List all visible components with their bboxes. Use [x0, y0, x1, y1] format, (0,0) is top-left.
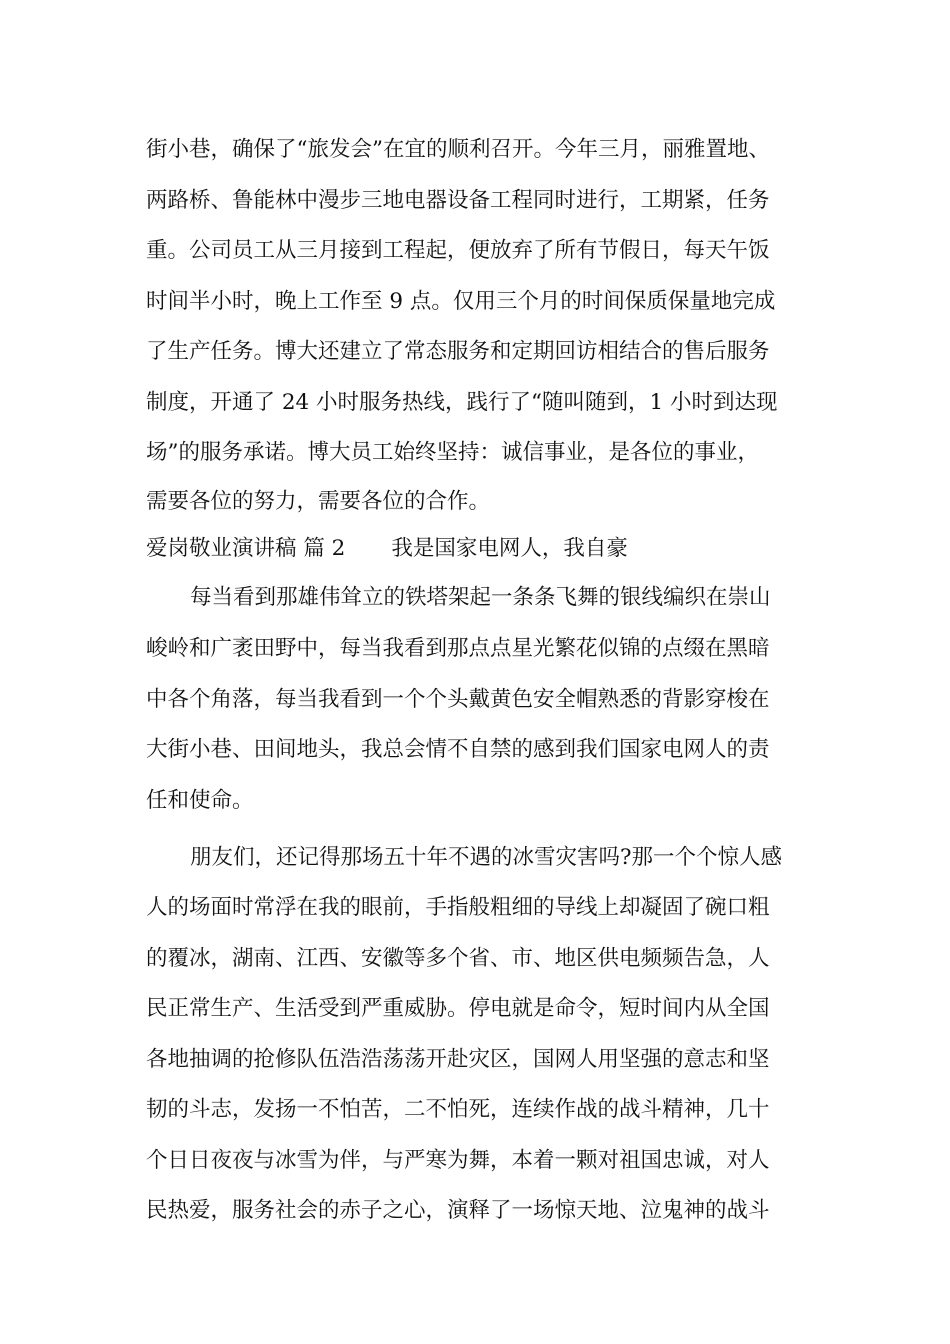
paragraph-1-line: 需要各位的努力，需要各位的合作。 [146, 489, 491, 514]
paragraph-3-line: 民热爱，服务社会的赤子之心，演释了一场惊天地、泣鬼神的战斗 [146, 1198, 770, 1223]
paragraph-2-line: 大街小巷、田间地头，我总会情不自禁的感到我们国家电网人的责 [146, 737, 770, 762]
paragraph-3-line: 个日日夜夜与冰雪为伴，与严寒为舞，本着一颗对祖国忠诚，对人 [146, 1148, 770, 1173]
section-heading [146, 534, 628, 564]
paragraph-2-line: 峻岭和广袤田野中，每当我看到那点点星光繁花似锦的点缀在黑暗 [146, 636, 770, 661]
paragraph-1-line: 重。公司员工从三月接到工程起，便放弃了所有节假日，每天午饭 [146, 238, 770, 263]
paragraph-1-line: 场”的服务承诺。博大员工始终坚持：诚信事业，是各位的事业， [146, 440, 759, 465]
paragraph-1-line: 两路桥、鲁能林中漫步三地电器设备工程同时进行，工期紧，任务 [146, 188, 770, 213]
paragraph-3-line: 朋友们，还记得那场五十年不遇的冰雪灾害吗?那一个个惊人感 [190, 845, 783, 870]
paragraph-3-line: 各地抽调的抢修队伍浩浩荡荡开赴灾区，国网人用坚强的意志和坚 [146, 1047, 770, 1072]
paragraph-2-line: 每当看到那雄伟耸立的铁塔架起一条条飞舞的银线编织在崇山 [190, 585, 771, 610]
paragraph-1-line: 了生产任务。博大还建立了常态服务和定期回访相结合的售后服务 [146, 339, 770, 364]
paragraph-1-line: 时间半小时，晚上工作至 9 点。仅用三个月的时间保质保量地完成 [146, 289, 776, 314]
paragraph-3-line: 人的场面时常浮在我的眼前，手指般粗细的导线上却凝固了碗口粗 [146, 895, 770, 920]
paragraph-1-line: 街小巷，确保了“旅发会”在宜的顺利召开。今年三月，丽雅置地、 [146, 137, 770, 162]
paragraph-1-line: 制度，开通了 24 小时服务热线，践行了“随叫随到，1 小时到达现 [146, 390, 778, 415]
paragraph-3-line: 民正常生产、生活受到严重威胁。停电就是命令，短时间内从全国 [146, 996, 770, 1021]
section-title: 我是国家电网人，我自豪 [391, 536, 628, 561]
paragraph-2-line: 任和使命。 [146, 788, 254, 813]
paragraph-2-line: 中各个角落，每当我看到一个个头戴黄色安全帽熟悉的背影穿梭在 [146, 687, 770, 712]
section-label: 爱岗敬业演讲稿 篇 2 [146, 536, 346, 561]
paragraph-3-line: 韧的斗志，发扬一不怕苦，二不怕死，连续作战的战斗精神，几十 [146, 1097, 770, 1122]
paragraph-3-line: 的覆冰，湖南、江西、安徽等多个省、市、地区供电频频告急，人 [146, 946, 770, 971]
